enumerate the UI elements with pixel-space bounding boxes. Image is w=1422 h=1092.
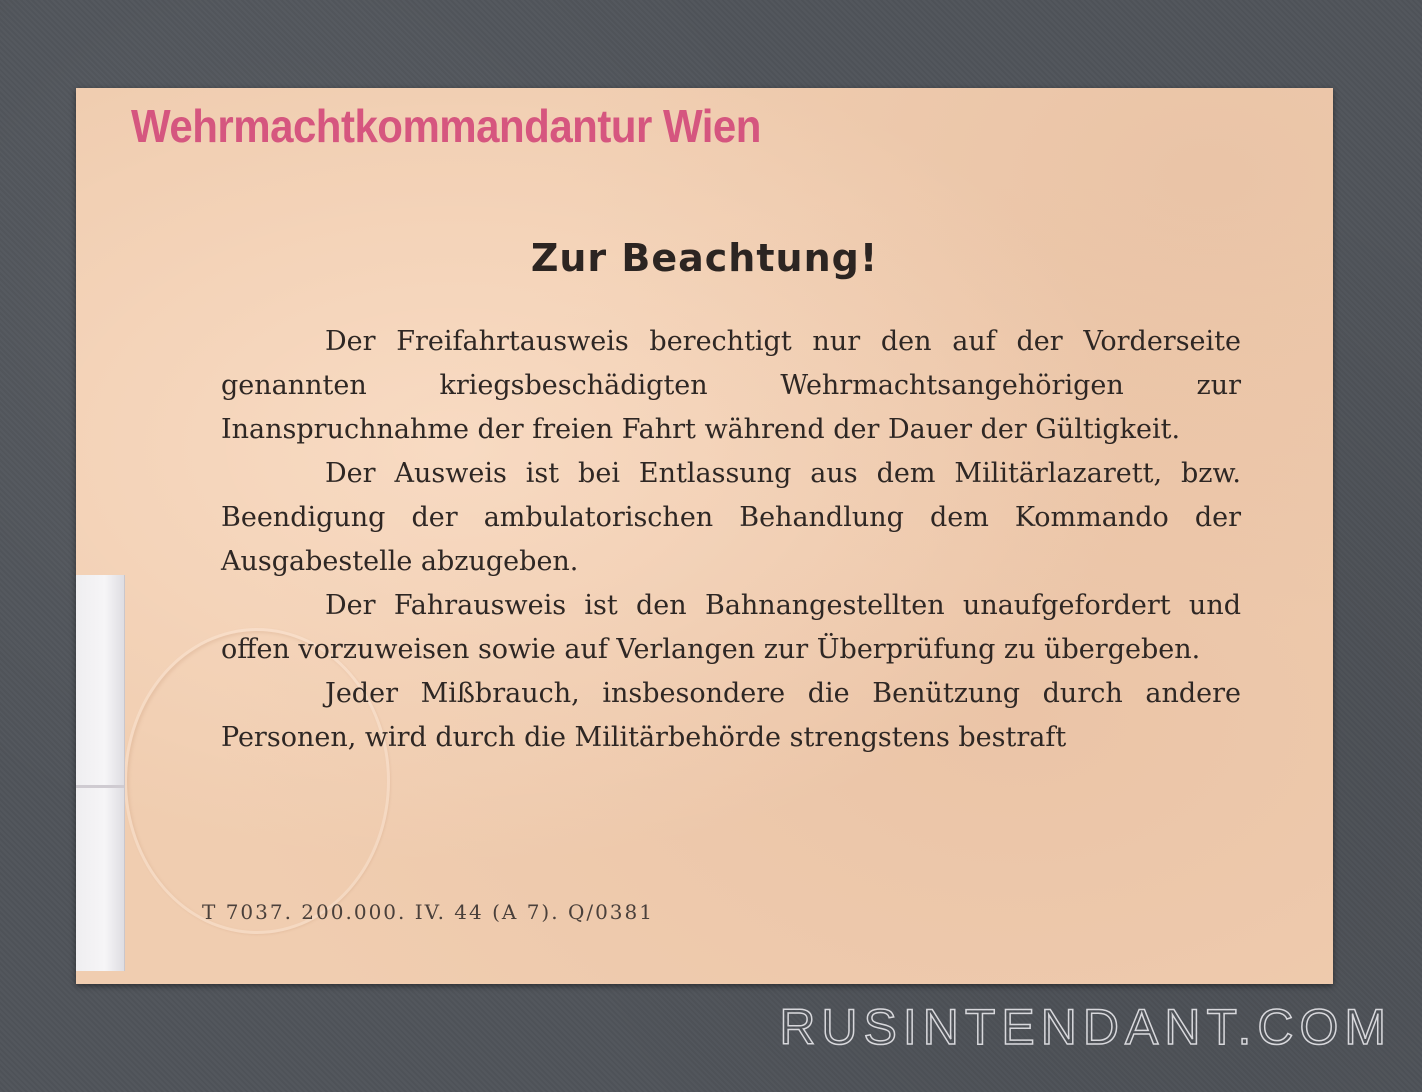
document-title: Zur Beachtung! (530, 236, 879, 280)
notice-paragraph: Der Fahrausweis ist den Bahnangestellten unaufgefordert und offen vorzuweisen sowie auf Verlangen zur Überprüfung zu übergeben. (221, 590, 1241, 665)
notice-paragraph: Der Freifahrtausweis berechtigt nur den auf der Vorderseite genannten kriegsbeschädigten Wehrmachtsangehörigen zur Inanspruchnahme der freien Fahrt während der Dauer der Gültigkeit. (221, 326, 1241, 445)
tape-strip (76, 575, 125, 971)
site-watermark: RUSINTENDANT.COM (779, 999, 1392, 1055)
notice-paragraph: Jeder Mißbrauch, insbesondere die Benützung durch andere Personen, wird durch die Militärbehörde strengstens bestraft (221, 678, 1241, 753)
notice-paragraph: Der Ausweis ist bei Entlassung aus dem Militärlazarett, bzw. Beendigung der ambulatorischen Behandlung dem Kommando der Ausgabestelle abzugeben. (221, 458, 1241, 577)
notice-body (221, 320, 1241, 760)
print-code: T 7037. 200.000. IV. 44 (A 7). Q/0381 (202, 900, 654, 924)
command-stamp: Wehrmachtkommandantur Wien (131, 100, 761, 152)
ticket-card (76, 88, 1333, 984)
tape-crease (76, 785, 124, 788)
